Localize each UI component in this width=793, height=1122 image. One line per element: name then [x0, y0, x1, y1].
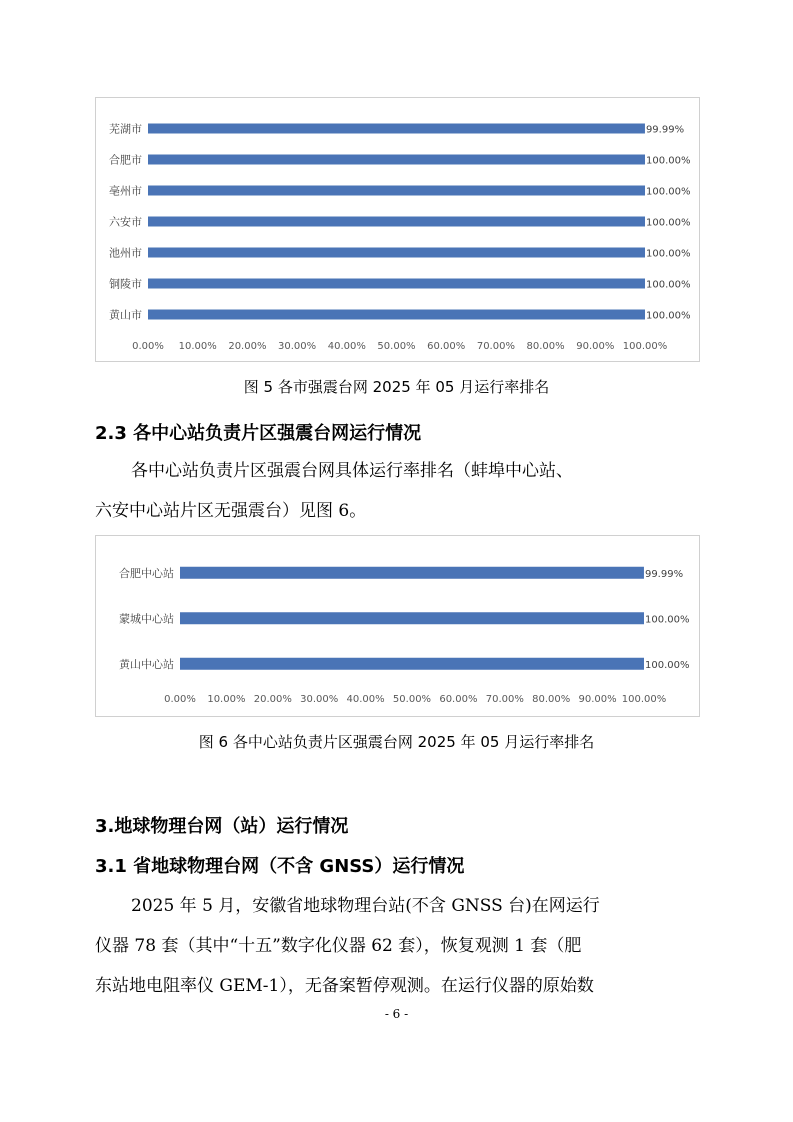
- x-tick-label: 0.00%: [132, 341, 164, 352]
- x-tick-label: 0.00%: [164, 694, 196, 705]
- bar: [148, 217, 645, 227]
- bar: [180, 658, 644, 670]
- category-label: 芜湖市: [109, 122, 142, 136]
- category-label: 蒙城中心站: [119, 612, 174, 626]
- value-label: 99.99%: [645, 124, 685, 136]
- bar: [180, 567, 644, 579]
- x-tick-label: 80.00%: [532, 694, 571, 705]
- page-number: - 6 -: [384, 1007, 409, 1021]
- value-label: 100.00%: [646, 217, 691, 229]
- chart-figure-5: [95, 97, 700, 362]
- section-heading-2-3: 2.3 各中心站负责片区强震台网运行情况: [95, 423, 422, 444]
- paragraph-line: 东站地电阻率仪 GEM-1），无备案暂停观测。在运行仪器的原始数: [95, 976, 594, 996]
- x-tick-label: 100.00%: [622, 341, 668, 352]
- bar: [148, 248, 645, 258]
- value-label: 100.00%: [646, 186, 691, 198]
- bar: [148, 155, 645, 165]
- bar: [148, 310, 645, 320]
- section-heading-3-1: 3.1 省地球物理台网（不含 GNSS）运行情况: [95, 856, 465, 877]
- chart-6-svg: [96, 536, 699, 716]
- x-tick-label: 60.00%: [427, 341, 466, 352]
- value-label: 100.00%: [646, 279, 691, 291]
- paragraph-line: 各中心站负责片区强震台网具体运行率排名（蚌埠中心站、: [131, 461, 573, 481]
- figure-5-caption: 图 5 各市强震台网 2025 年 05 月运行率排名: [243, 378, 550, 396]
- x-tick-label: 90.00%: [578, 694, 617, 705]
- value-label: 100.00%: [646, 248, 691, 260]
- value-label: 99.99%: [644, 568, 684, 580]
- x-tick-label: 20.00%: [228, 341, 267, 352]
- x-tick-label: 60.00%: [439, 694, 478, 705]
- category-label: 黄山中心站: [119, 657, 174, 671]
- x-tick-label: 100.00%: [621, 694, 667, 705]
- x-tick-label: 70.00%: [476, 341, 515, 352]
- category-label: 合肥市: [109, 153, 142, 167]
- x-tick-label: 80.00%: [526, 341, 565, 352]
- bar: [148, 186, 645, 196]
- x-tick-label: 10.00%: [178, 341, 217, 352]
- chart-5-svg: [96, 98, 699, 361]
- x-tick-label: 70.00%: [485, 694, 524, 705]
- paragraph-line: 2025 年 5 月，安徽省地球物理台站(不含 GNSS 台)在网运行: [131, 896, 600, 916]
- chart-figure-6: [95, 535, 700, 717]
- paragraph-line: 仪器 78 套（其中“十五”数字化仪器 62 套），恢复观测 1 套（肥: [95, 936, 582, 956]
- category-label: 池州市: [109, 246, 142, 260]
- value-label: 100.00%: [645, 659, 690, 671]
- value-label: 100.00%: [646, 155, 691, 167]
- value-label: 100.00%: [645, 614, 690, 626]
- x-tick-label: 50.00%: [392, 694, 432, 705]
- x-tick-label: 10.00%: [207, 694, 246, 705]
- category-label: 亳州市: [109, 184, 142, 198]
- bar: [148, 124, 645, 134]
- value-label: 100.00%: [646, 310, 691, 322]
- figure-6-caption: 图 6 各中心站负责片区强震台网 2025 年 05 月运行率排名: [198, 733, 595, 751]
- paragraph-line: 六安中心站片区无强震台）见图 6。: [95, 501, 367, 521]
- x-tick-label: 90.00%: [576, 341, 615, 352]
- section-heading-3: 3.地球物理台网（站）运行情况: [95, 816, 349, 837]
- x-tick-label: 30.00%: [300, 694, 339, 705]
- category-label: 合肥中心站: [119, 566, 174, 580]
- category-label: 铜陵市: [109, 277, 142, 291]
- category-label: 黄山市: [109, 308, 142, 322]
- x-tick-label: 40.00%: [327, 341, 366, 352]
- bar: [180, 612, 644, 624]
- x-tick-label: 50.00%: [377, 341, 416, 352]
- x-tick-label: 30.00%: [278, 341, 317, 352]
- category-label: 六安市: [109, 215, 142, 229]
- x-tick-label: 40.00%: [346, 694, 385, 705]
- bar: [148, 279, 645, 289]
- x-tick-label: 20.00%: [253, 694, 292, 705]
